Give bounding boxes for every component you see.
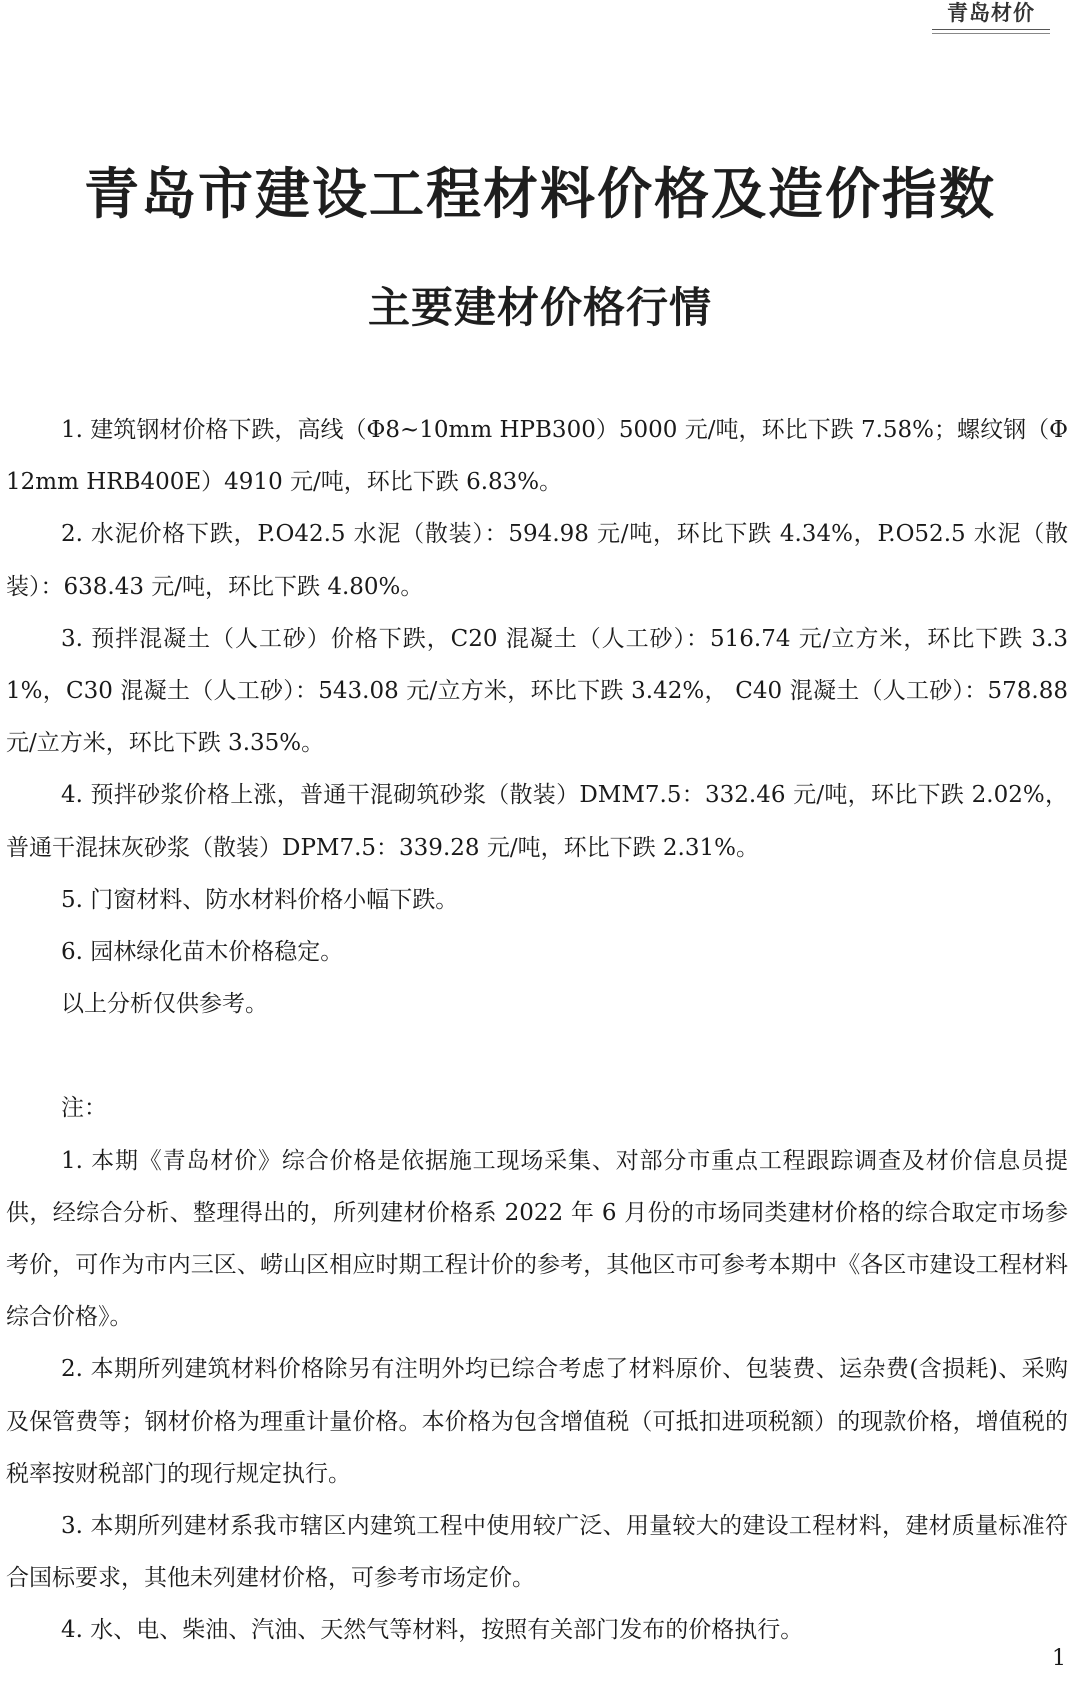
- note-item-3: 3. 本期所列建材系我市辖区内建筑工程中使用较广泛、用量较大的建设工程材料，建材质量标准符合国标要求，其他未列建材价格，可参考市场定价。: [6, 1513, 1068, 1592]
- page-number: 1: [1052, 1646, 1066, 1671]
- reference-note: 以上分析仅供参考。: [61, 991, 268, 1018]
- note-item-1: 1. 本期《青岛材价》综合价格是依据施工现场采集、对部分市重点工程跟踪调查及材价信息员提供，经综合分析、整理得出的，所列建材价格系 2022 年 6 月份的市场同类建材价格的综合取定市场参考价，可作为市内三区、崂山区相应时期工程计价的参考，其他区市可参考本期中《各区市建设工程材料综合价格》。: [6, 1147, 1068, 1331]
- article-body: [6, 404, 1068, 1657]
- market-item-mortar: 4. 预拌砂浆价格上涨，普通干混砌筑砂浆（散装）DMM7.5：332.46 元/吨，环比下跌 2.02%，普通干混抹灰砂浆（散装）DPM7.5：339.28 元/吨，环比下跌 2.31%。: [6, 782, 1068, 861]
- notes-label: 注：: [61, 1095, 107, 1122]
- note-item-2: 2. 本期所列建筑材料价格除另有注明外均已综合考虑了材料原价、包装费、运杂费(含损耗)、采购及保管费等；钢材价格为理重计量价格。本价格为包含增值税（可抵扣进项税额）的现款价格，增值税的税率按财税部门的现行规定执行。: [6, 1356, 1068, 1487]
- market-item-doors-windows: 5. 门窗材料、防水材料价格小幅下跌。: [61, 886, 459, 913]
- section-header-tag: [932, 0, 1050, 34]
- section-spacer: [6, 1030, 1068, 1082]
- market-item-landscaping: 6. 园林绿化苗木价格稳定。: [61, 939, 344, 966]
- header-rule-top: [932, 29, 1050, 30]
- page-subtitle: 主要建材价格行情: [367, 283, 712, 332]
- header-rule-bottom: [932, 33, 1050, 34]
- market-item-concrete: 3. 预拌混凝土（人工砂）价格下跌，C20 混凝土（人工砂）：516.74 元/立方米，环比下跌 3.31%，C30 混凝土（人工砂）：543.08 元/立方米，环比下跌 3.42%， C40 混凝土（人工砂）：578.88 元/立方米，环比下跌 3.35%。: [6, 625, 1068, 757]
- section-name: 青岛材价: [947, 1, 1035, 25]
- page-title: 青岛市建设工程材料价格及造价指数: [83, 162, 996, 226]
- market-item-cement: 2. 水泥价格下跌，P.O42.5 水泥（散装）：594.98 元/吨，环比下跌 4.34%，P.O52.5 水泥（散装）：638.43 元/吨，环比下跌 4.80%。: [6, 521, 1068, 600]
- note-item-4: 4. 水、电、柴油、汽油、天然气等材料，按照有关部门发布的价格执行。: [61, 1617, 804, 1644]
- market-item-steel: 1. 建筑钢材价格下跌，高线（Φ8~10mm HPB300）5000 元/吨，环比下跌 7.58%；螺纹钢（Φ12mm HRB400E）4910 元/吨，环比下跌 6.83%。: [6, 417, 1068, 496]
